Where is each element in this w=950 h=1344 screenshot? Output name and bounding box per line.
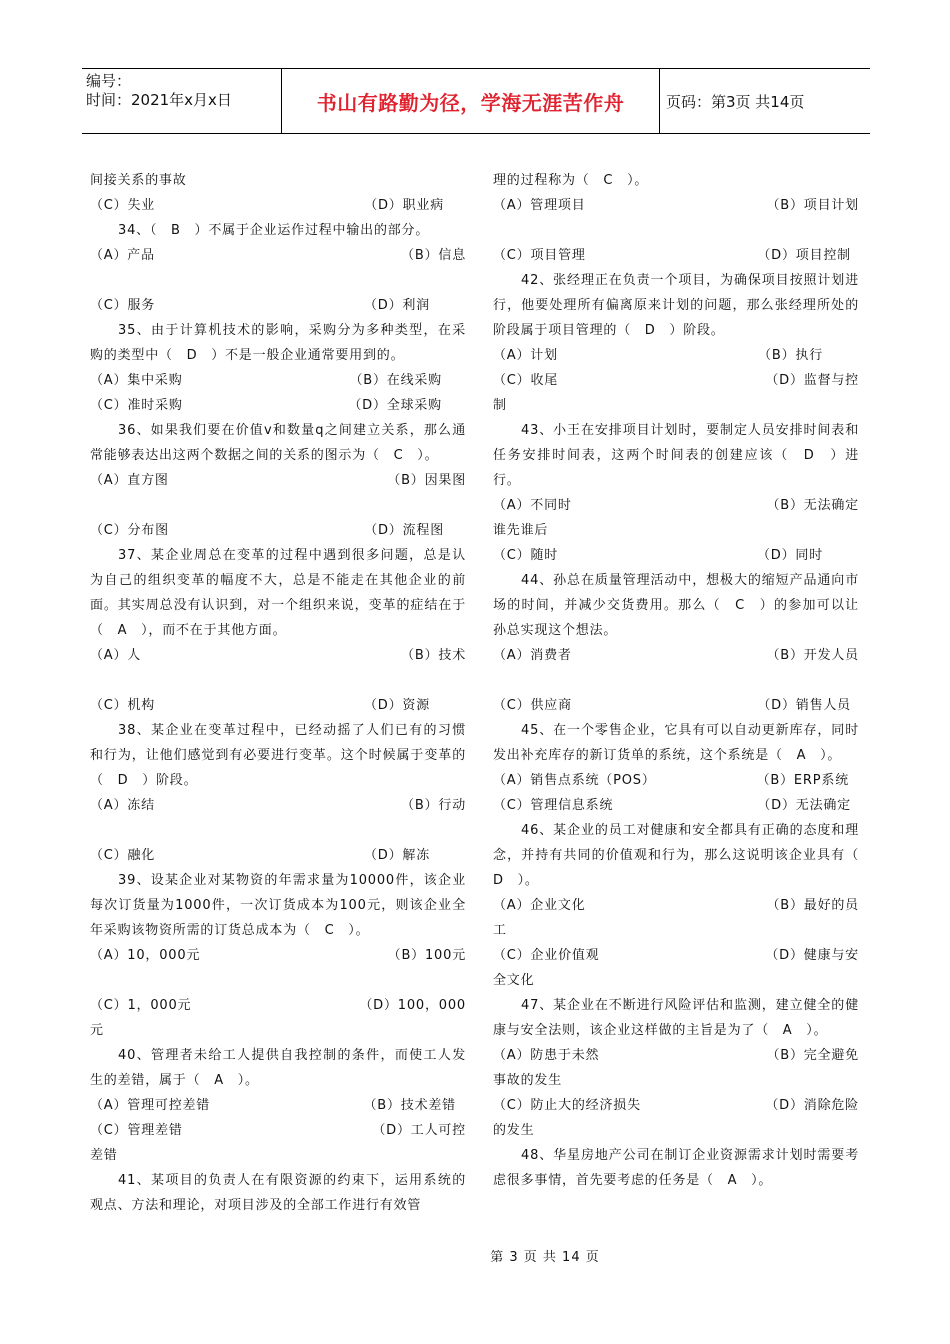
option: （A）销售点系统（POS） xyxy=(493,773,656,788)
question-43: 43、小王在安排项目计划时，要制定人员安排时间表和任务安排时间表，这两个时间表的创建应该（ D ）进行。 xyxy=(493,423,859,488)
option: （D）消除危险 xyxy=(765,1098,859,1113)
option: （A）防患于未然 xyxy=(493,1048,600,1063)
options-row xyxy=(493,893,859,918)
option: （B）无法确定 xyxy=(766,498,859,513)
question-41: 41、某项目的负责人在有限资源的约束下，运用系统的观点、方法和理论，对项目涉及的全部工作进行有效管 xyxy=(90,1173,466,1213)
options-row xyxy=(493,768,859,793)
footer-page-number: 第 3 页 共 14 页 xyxy=(490,1250,600,1265)
question-46: 46、某企业的员工对健康和安全都具有正确的态度和理念，并持有共同的价值观和行为，那么这说明该企业具有（ D ）。 xyxy=(493,823,873,888)
text-line: 的发生 xyxy=(493,1123,535,1138)
header-page-code xyxy=(660,69,870,133)
motto-text: 书山有路勤为径，学海无涯苦作舟 xyxy=(316,90,625,115)
question-39: 39、设某企业对某物资的年需求量为10000件，该企业每次订货量为1000件，一次订货成本为100元，则该企业全年采购该物资所需的订货总成本为（ C ）。 xyxy=(90,873,466,938)
option: （C）失业 xyxy=(90,198,156,213)
serial-label: 编号： xyxy=(86,72,132,90)
options-row xyxy=(90,943,466,968)
spacer xyxy=(493,668,859,693)
question-44: 44、孙总在质量管理活动中，想极大的缩短产品通向市场的时间，并减少交货费用。那么（ C ）的参加可以让孙总实现这个想法。 xyxy=(493,573,859,638)
option: （D）职业病 xyxy=(364,198,444,213)
option: （C）项目管理 xyxy=(493,248,586,263)
page-footer xyxy=(0,1246,950,1265)
options-row xyxy=(493,693,859,718)
spacer xyxy=(90,668,466,693)
options-row xyxy=(493,343,859,368)
options-row xyxy=(493,1093,859,1118)
left-column xyxy=(90,168,466,1218)
question-48: 48、华星房地产公司在制订企业资源需求计划时需要考虑很多事情，首先要考虑的任务是（ A ）。 xyxy=(493,1148,859,1188)
spacer xyxy=(90,968,466,993)
option: （A）不同时 xyxy=(493,498,572,513)
options-row xyxy=(90,993,466,1018)
options-row xyxy=(90,368,466,393)
option: （D）健康与安 xyxy=(765,948,859,963)
question-35: 35、由于计算机技术的影响，采购分为多种类型，在采购的类型中（ D ）不是一般企业通常要用到的。 xyxy=(90,323,466,363)
option: （C）分布图 xyxy=(90,523,169,538)
option: （B）执行 xyxy=(758,348,823,363)
option: （C）机构 xyxy=(90,698,156,713)
spacer xyxy=(90,268,466,293)
option: （C）供应商 xyxy=(493,698,572,713)
options-row xyxy=(493,943,859,968)
option: （B）行动 xyxy=(401,798,466,813)
options-row xyxy=(90,1093,466,1118)
option: （D）100，000 xyxy=(359,998,466,1013)
options-row xyxy=(90,193,466,218)
option: （B）ERP系统 xyxy=(756,773,849,788)
option: （B）完全避免 xyxy=(766,1048,859,1063)
option: （B）信息 xyxy=(401,248,466,263)
options-row xyxy=(493,193,859,218)
options-row xyxy=(493,543,859,568)
options-row xyxy=(493,493,859,518)
options-row xyxy=(90,468,466,493)
text-line: 元 xyxy=(90,1023,104,1038)
options-row xyxy=(90,643,466,668)
option: （C）收尾 xyxy=(493,373,559,388)
option: （A）管理项目 xyxy=(493,198,586,213)
spacer xyxy=(493,218,859,243)
option: （B）开发人员 xyxy=(766,648,859,663)
text-line: 工 xyxy=(493,923,507,938)
option: （B）技术 xyxy=(401,648,466,663)
options-row xyxy=(90,843,466,868)
option: （D）监督与控 xyxy=(765,373,859,388)
option: （C）企业价值观 xyxy=(493,948,600,963)
option: （D）项目控制 xyxy=(757,248,851,263)
option: （D）解冻 xyxy=(363,848,430,863)
text-line: 间接关系的事故 xyxy=(90,173,187,188)
text-line: 事故的发生 xyxy=(493,1073,563,1088)
option: （D）资源 xyxy=(363,698,430,713)
option: （C）服务 xyxy=(90,298,156,313)
option: （A）企业文化 xyxy=(493,898,586,913)
options-row xyxy=(493,643,859,668)
option: （C）准时采购 xyxy=(90,398,183,413)
option: （A）管理可控差错 xyxy=(90,1098,211,1113)
option: （B）在线采购 xyxy=(349,373,442,388)
option: （D）流程图 xyxy=(364,523,444,538)
option: （A）消费者 xyxy=(493,648,572,663)
question-47: 47、某企业在不断进行风险评估和监测，建立健全的健康与安全法则，该企业这样做的主旨是为了（ A ）。 xyxy=(493,998,859,1038)
text-line: 差错 xyxy=(90,1148,118,1163)
option: （C）随时 xyxy=(493,548,559,563)
option: （A）直方图 xyxy=(90,473,169,488)
options-row xyxy=(493,1043,859,1068)
option: （B）最好的员 xyxy=(766,898,859,913)
options-row xyxy=(90,693,466,718)
option: （D）工人可控 xyxy=(372,1123,466,1138)
question-34: 34、（ B ）不属于企业运作过程中输出的部分。 xyxy=(118,223,430,238)
text-line: 谁先谁后 xyxy=(493,523,549,538)
question-37: 37、某企业周总在变革的过程中遇到很多问题，总是认为自己的组织变革的幅度不大，总是不能走在其他企业的前面。其实周总没有认识到，对一个组织来说，变革的症结在于（ A ），而不在于其他方面。 xyxy=(90,548,466,638)
option: （D）无法确定 xyxy=(757,798,851,813)
header-meta xyxy=(82,69,282,133)
option: （A）产品 xyxy=(90,248,155,263)
header-motto-cell xyxy=(282,69,660,133)
spacer xyxy=(90,818,466,843)
option: （C）管理信息系统 xyxy=(493,798,614,813)
options-row xyxy=(90,293,466,318)
option: （C）防止大的经济损失 xyxy=(493,1098,641,1113)
option: （A）集中采购 xyxy=(90,373,183,388)
option: （D）同时 xyxy=(756,548,823,563)
option: （C）融化 xyxy=(90,848,156,863)
option: （D）利润 xyxy=(363,298,430,313)
option: （A）10，000元 xyxy=(90,948,201,963)
options-row xyxy=(90,518,466,543)
option: （C）1，000元 xyxy=(90,998,192,1013)
question-38: 38、某企业在变革过程中，已经动摇了人们已有的习惯和行为，让他们感觉到有必要进行变革。这个时候属于变革的（ D ）阶段。 xyxy=(90,723,466,788)
text-line: 制 xyxy=(493,398,507,413)
option: （D）销售人员 xyxy=(757,698,851,713)
options-row xyxy=(90,243,466,268)
question-42: 42、张经理正在负责一个项目，为确保项目按照计划进行，他要处理所有偏离原来计划的问题，那么张经理所处的阶段属于项目管理的（ D ）阶段。 xyxy=(493,273,859,338)
options-row xyxy=(90,793,466,818)
option: （A）计划 xyxy=(493,348,558,363)
option: （B）因果图 xyxy=(387,473,466,488)
question-40: 40、管理者未给工人提供自我控制的条件，而使工人发生的差错，属于（ A ）。 xyxy=(90,1048,466,1088)
text-line: 全文化 xyxy=(493,973,535,988)
page-header xyxy=(82,68,870,134)
option: （B）100元 xyxy=(387,948,466,963)
option: （D）全球采购 xyxy=(348,398,442,413)
option: （A）人 xyxy=(90,648,142,663)
page-code-text: 页码：第3页 共14页 xyxy=(666,92,805,111)
options-row xyxy=(493,243,859,268)
options-row xyxy=(90,1118,466,1143)
option: （B）技术差错 xyxy=(363,1098,456,1113)
option: （A）冻结 xyxy=(90,798,155,813)
options-row xyxy=(493,793,859,818)
text-line: 理的过程称为（ C ）。 xyxy=(493,173,649,188)
date-label: 时间：2021年x月x日 xyxy=(86,91,232,109)
option: （C）管理差错 xyxy=(90,1123,183,1138)
right-column xyxy=(493,168,873,1193)
question-45: 45、在一个零售企业，它具有可以自动更新库存，同时发出补充库存的新订货单的系统，这个系统是（ A ）。 xyxy=(493,723,859,763)
options-row xyxy=(90,393,466,418)
option: （B）项目计划 xyxy=(766,198,859,213)
options-row xyxy=(493,368,859,393)
question-36: 36、如果我们要在价值v和数量q之间建立关系，那么通常能够表达出这两个数据之间的关系的图示为（ C ）。 xyxy=(90,423,466,463)
spacer xyxy=(90,493,466,518)
